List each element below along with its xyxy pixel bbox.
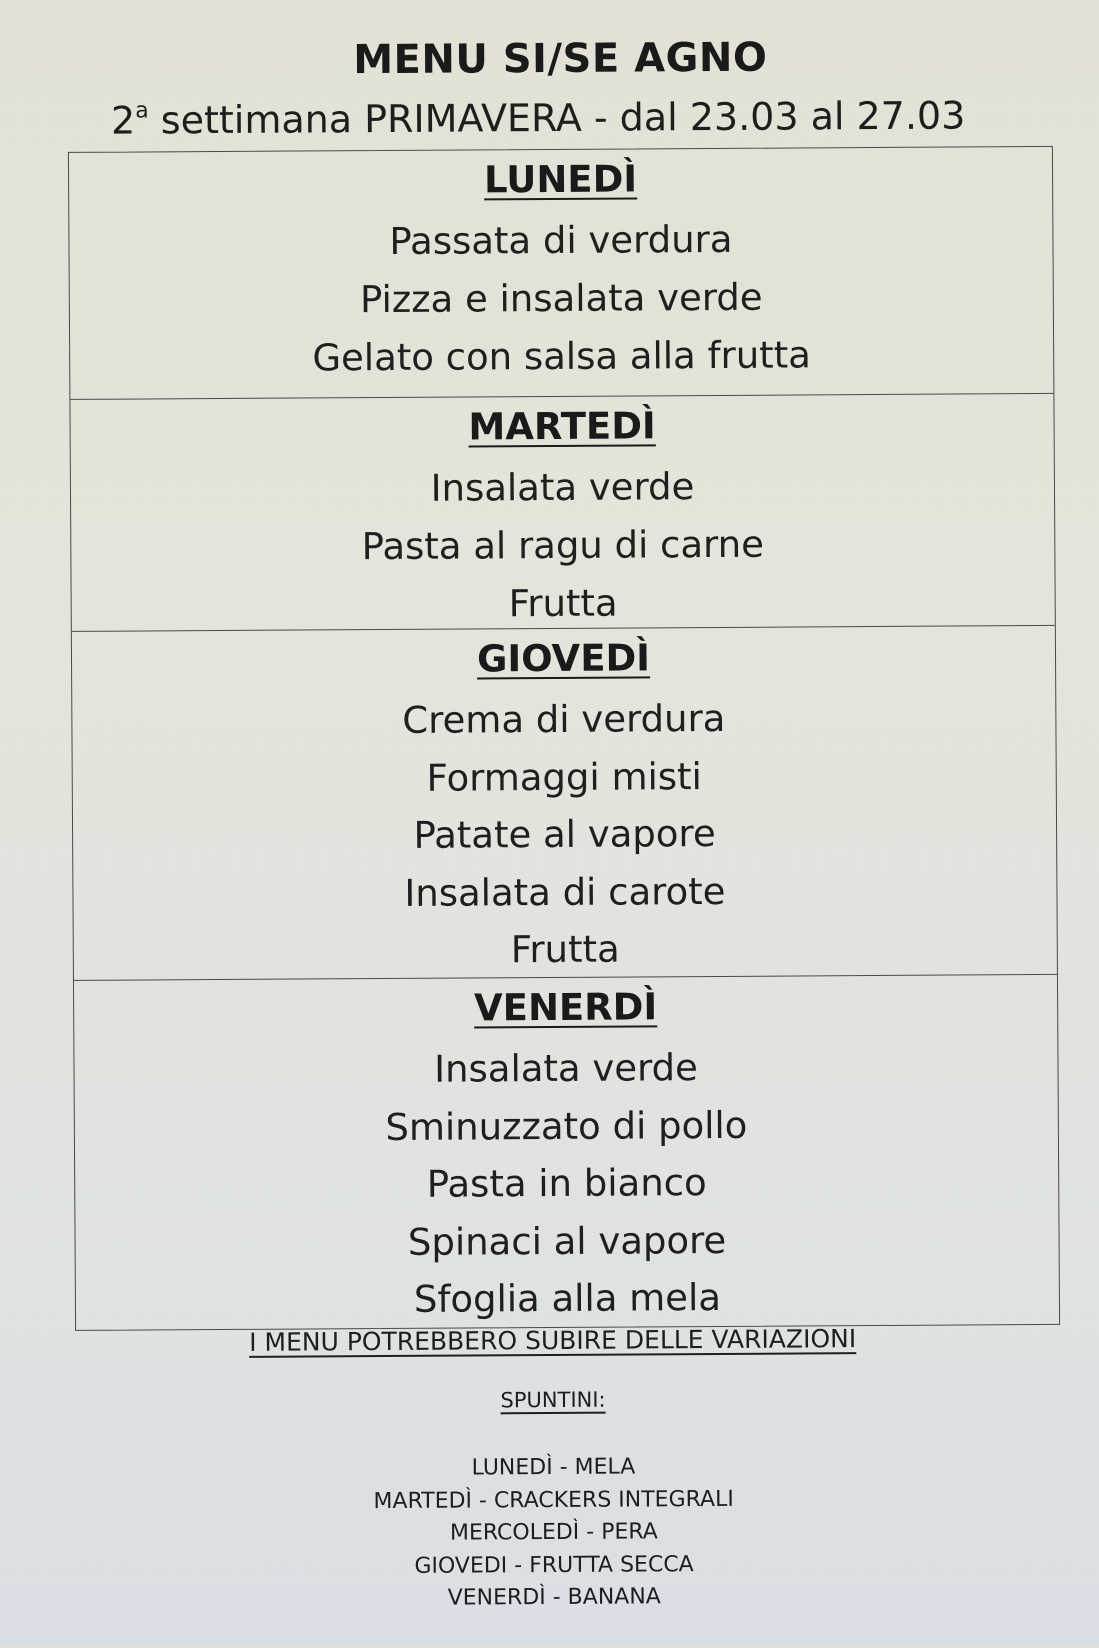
dish-item: Frutta [510,927,620,972]
dish-item: Frutta [508,581,618,626]
snack-item: MERCOLEDÌ - PERA [449,1519,658,1546]
dish-item: Insalata di carote [404,869,726,915]
day-title: GIOVEDÌ [476,636,651,681]
menu-table [68,146,1060,1331]
snacks-heading-text: SPUNTINI: [500,1387,606,1413]
snack-item: VENERDÌ - BANANA [447,1584,661,1611]
day-title: VENERDÌ [473,985,658,1030]
menu-title: MENU SI/SE AGNO [353,34,768,84]
day-section-tuesday [70,394,1054,632]
snack-item: MARTEDÌ - CRACKERS INTEGRALI [373,1486,734,1514]
dish-item: Pasta in bianco [426,1161,707,1206]
dish-item: Sminuzzato di pollo [385,1103,748,1149]
variation-note [3,1323,1099,1359]
day-section-monday [69,147,1053,400]
week-ordinal-suffix: a [135,98,149,124]
snack-item: LUNEDÌ - MELA [471,1454,636,1481]
dish-item: Pizza e insalata verde [359,275,763,322]
snacks-list [4,1449,1099,1618]
day-section-thursday [72,626,1057,981]
day-title: MARTEDÌ [468,404,656,449]
dish-item: Pasta al ragu di carne [361,522,765,569]
dish-item: Crema di verdura [402,696,726,742]
day-title: LUNEDÌ [483,157,638,202]
day-section-friday [74,975,1059,1330]
dish-item: Insalata verde [430,465,695,510]
week-period: settimana PRIMAVERA - dal 23.03 al 27.03 [148,93,966,143]
snacks-heading [3,1385,1099,1416]
dish-item: Insalata verde [434,1046,698,1091]
dish-item: Formaggi misti [426,754,703,800]
dish-item: Passata di verdura [389,217,733,263]
menu-subtitle [0,93,1081,144]
week-ordinal: 2 [110,98,136,143]
dish-item: Spinaci al vapore [407,1218,727,1264]
snack-item: GIOVEDI - FRUTTA SECCA [414,1551,694,1579]
dish-item: Sfoglia alla mela [413,1275,722,1321]
variation-note-text: I MENU POTREBBERO SUBIRE DELLE VARIAZIONI [249,1324,857,1357]
dish-item: Gelato con salsa alla frutta [312,333,812,380]
dish-item: Patate al vapore [413,811,716,857]
